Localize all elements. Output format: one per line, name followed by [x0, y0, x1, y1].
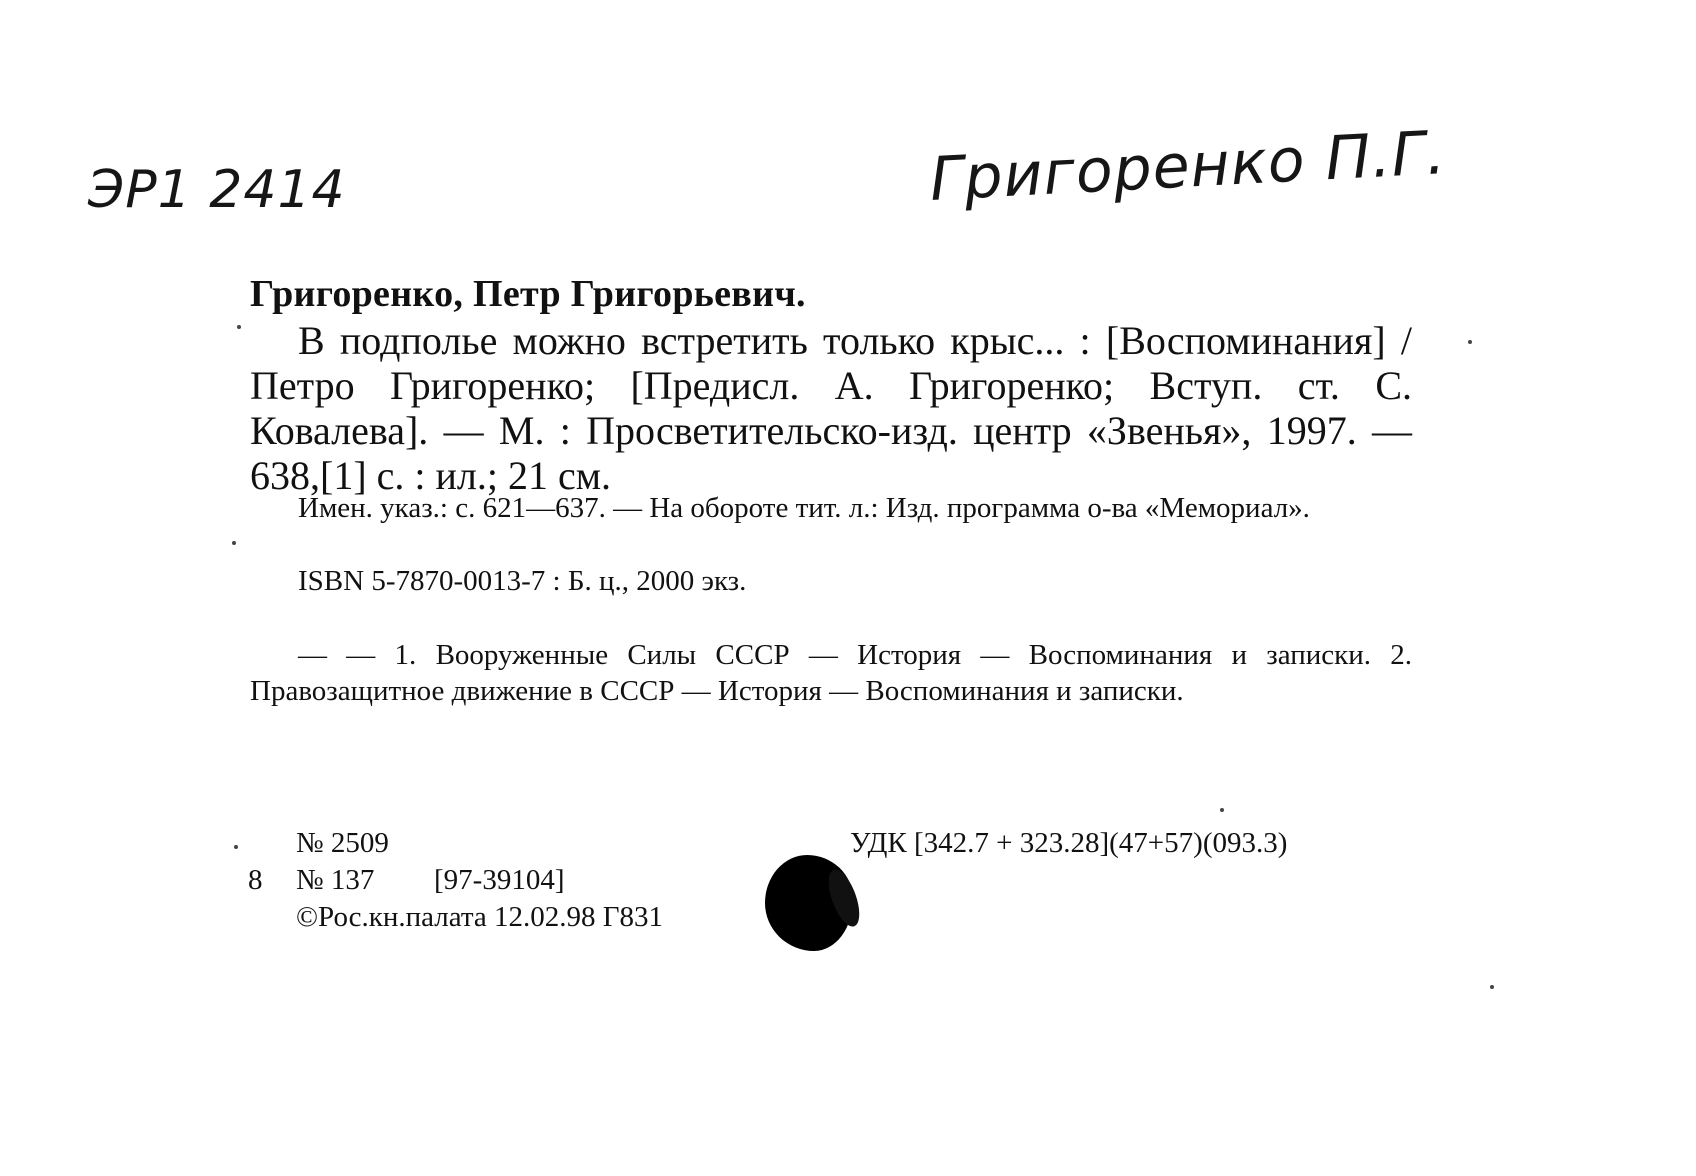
- bibliographic-description: В подполье можно встретить только крыс... : [Воспоминания] / Петро Григоренко; [Предисл. А. Григоренко; Вступ. ст. С. Ковалева]. — М. : Просветительско-изд. центр «Звенья», 1997. — 638,[1] с. : ил.; 21 см.: [250, 318, 1412, 498]
- udk-classification: УДК [342.7 + 323.28](47+57)(093.3): [850, 827, 1288, 859]
- scan-speck: [1220, 808, 1224, 812]
- card-number-2: № 137: [296, 864, 375, 896]
- isbn-line: ISBN 5-7870-0013-7 : Б. ц., 2000 экз.: [298, 565, 747, 597]
- copyright-line: ©Рос.кн.палата 12.02.98 Г831: [296, 901, 664, 933]
- scan-speck: [1490, 985, 1494, 989]
- scan-speck: [234, 845, 238, 849]
- scan-speck: [1468, 340, 1472, 344]
- handwritten-call-number: ЭР1 2414: [88, 160, 346, 220]
- card-number-2-sub: [97-39104]: [434, 864, 565, 896]
- scan-speck: [232, 541, 236, 545]
- notes-text: Имен. указ.: с. 621—637. — На обороте тит. л.: Изд. программа о-ва «Мемориал».: [298, 492, 1310, 524]
- handwritten-author-name: Григоренко П.Г.: [928, 118, 1448, 215]
- scan-speck: [237, 325, 241, 329]
- author-heading: Григоренко, Петр Григорьевич.: [250, 273, 806, 315]
- subject-headings: — — 1. Вооруженные Силы СССР — История — Воспоминания и записки. 2. Правозащитное движение в СССР — История — Воспоминания и записки.: [250, 639, 1412, 707]
- card-number-1: № 2509: [296, 827, 389, 859]
- card-code-8: 8: [248, 864, 263, 896]
